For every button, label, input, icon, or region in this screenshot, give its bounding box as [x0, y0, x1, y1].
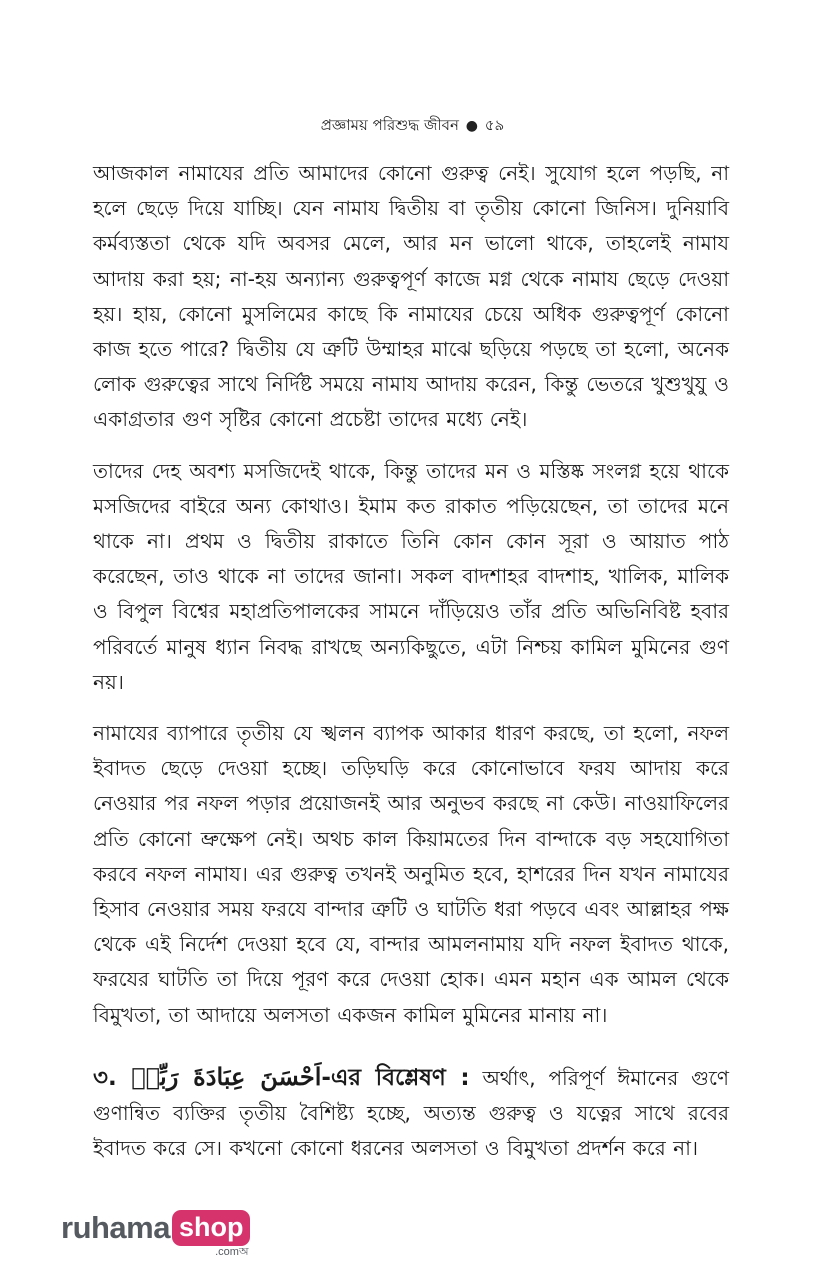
section-3-paragraph: [93, 1059, 729, 1167]
paragraph-3: নামাযের ব্যাপারে তৃতীয় যে স্খলন ব্যাপক আকার ধারণ করছে, তা হলো, নফল ইবাদত ছেড়ে দেওয়া হচ্ছে। তড়িঘড়ি করে কোনোভাবে ফরয আদায় করে নেওয়ার পর নফল পড়ার প্রয়োজনই আর অনুভব করছে না কেউ। নাওয়াফিলের প্রতি কোনো ভ্রুক্ষেপ নেই। অথচ কাল কিয়ামতের দিন বান্দাকে বড় সহযোগিতা করবে নফল নামায। এর গুরুত্ব তখনই অনুমিত হবে, হাশরের দিন যখন নামাযের হিসাব নেওয়ার সময় ফরযে বান্দার ত্রুটি ও ঘাটতি ধরা পড়বে এবং আল্লাহর পক্ষ থেকে এই নির্দেশ দেওয়া হবে যে, বান্দার আমলনামায় যদি নফল ইবাদত থাকে, ফরযের ঘাটতি তা দিয়ে পূরণ করে দেওয়া হোক। এমন মহান এক আমল থেকে বিমুখতা, তা আদায়ে অলসতা একজন কামিল মুমিনের মানায় না।: [93, 721, 729, 1027]
section-heading-suffix: -এর বিশ্লেষণ :: [321, 1064, 470, 1091]
arabic-phrase: اَحْسَنَ عِبَادَةَ رَبِّهٖ: [131, 1061, 322, 1091]
logo-domain: .comঅ: [215, 1246, 249, 1258]
logo-shop-text: shop: [172, 1210, 251, 1246]
logo-shop-badge: [172, 1210, 251, 1258]
running-header: [0, 114, 825, 139]
paragraph-2: তাদের দেহ অবশ্য মসজিদেই থাকে, কিন্তু তাদের মন ও মস্তিষ্ক সংলগ্ন হয়ে থাকে মসজিদের বাইরে অন্য কোথাও। ইমাম কত রাকাত পড়িয়েছেন, তা তাদের মনে থাকে না। প্রথম ও দ্বিতীয় রাকাতে তিনি কোন কোন সূরা ও আয়াত পাঠ করেছেন, তাও থাকে না তাদের জানা। সকল বাদশাহর বাদশাহ, খালিক, মালিক ও বিপুল বিশ্বের মহাপ্রতিপালকের সামনে দাঁড়িয়েও তাঁর প্রতি অভিনিবিষ্ট হবার পরিবর্তে মানুষ ধ্যান নিবদ্ধ রাখছে অন্যকিছুতে, এটা নিশ্চয় কামিল মুমিনের গুণ নয়।: [93, 458, 729, 694]
book-title: প্রজ্ঞাময় পরিশুদ্ধ জীবন: [320, 116, 459, 134]
ruhamashop-logo: [61, 1210, 250, 1258]
page-body: [93, 156, 729, 1182]
paragraph-1: আজকাল নামাযের প্রতি আমাদের কোনো গুরুত্ব নেই। সুযোগ হলে পড়ছি, না হলে ছেড়ে দিয়ে যাচ্ছি। যেন নামায দ্বিতীয় বা তৃতীয় কোনো জিনিস। দুনিয়াবি কর্মব্যস্ততা থেকে যদি অবসর মেলে, আর মন ভালো থাকে, তাহলেই নামায আদায় করা হয়; না-হয় অন্যান্য গুরুত্বপূর্ণ কাজে মগ্ন থেকে নামায ছেড়ে দেওয়া হয়। হায়, কোনো মুসলিমের কাছে কি নামাযের চেয়ে অধিক গুরুত্বপূর্ণ কোনো কাজ হতে পারে? দ্বিতীয় যে ত্রুটি উম্মাহর মাঝে ছড়িয়ে পড়ছে তা হলো, অনেক লোক গুরুত্বের সাথে নির্দিষ্ট সময়ে নামায আদায় করেন, কিন্তু ভেতরে খুশুখুযু ও একাগ্রতার গুণ সৃষ্টির কোনো প্রচেষ্টা তাদের মধ্যে নেই।: [93, 161, 729, 432]
section-heading: [93, 1061, 470, 1091]
page-number: ৫৯: [484, 116, 505, 134]
logo-brand-main: ruhama: [61, 1210, 170, 1245]
section-body: অর্থাৎ, পরিপূর্ণ ঈমানের গুণে গুণান্বিত ব্যক্তির তৃতীয় বৈশিষ্ট্য হচ্ছে, অত্যন্ত গুরুত্ব ও যত্নের সাথে রবের ইবাদত করে সে। কখনো কোনো ধরনের অলসতা ও বিমুখতা প্রদর্শন করে না।: [93, 1065, 730, 1161]
section-number: ৩.: [93, 1064, 117, 1091]
header-separator: ●: [465, 118, 478, 134]
